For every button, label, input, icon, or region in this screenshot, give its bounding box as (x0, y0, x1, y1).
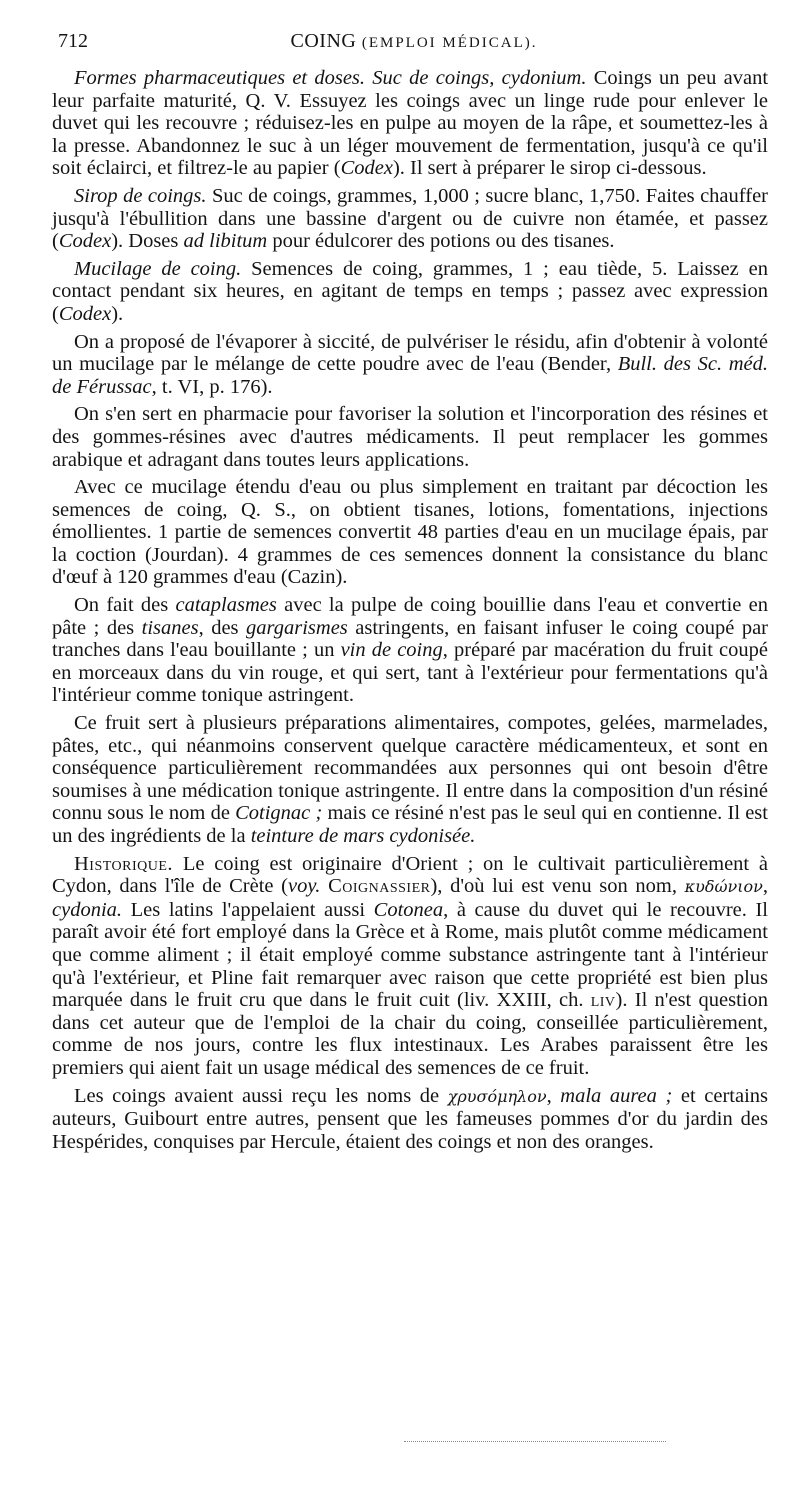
text-run: Les coings avaient aussi reçu les noms de (74, 1084, 448, 1107)
text-run: avec la pulpe de coing bouillie dans l'eau et convertie en pâte ; des (52, 594, 769, 639)
text-run: ). Il sert à préparer le sirop ci-dessous. (392, 157, 707, 180)
text-run (320, 875, 328, 897)
text-run: Avec ce mucilage étendu d'eau ou plus simplement en traitant par décoction les semences de coing, Q. S., on obtient tisanes, lotions, fomentations, injections émollientes. 1 partie de semences convertit 48 parties d'eau en un mucilage épais, par la coction (Jourdan). 4 grammes de ces semences donnent la consistance du blanc d'œuf à 120 grammes d'eau (Cazin). (52, 476, 768, 589)
text-run: Semences de coing, grammes, 1 ; eau tiède, 5. Laissez en contact pendant six heures, en agitant de temps en temps ; passez avec expression ( (52, 257, 768, 325)
text-run: Ce fruit sert à plusieurs préparations alimentaires, compotes, gelées, marmelades, pâtes, etc., qui néanmoins conservent quelque caractère médicamenteux, et sont en conséquence particulièrement recommandées aux personnes qui ont besoin d'être soumises à une médication tonique astringente. Il entre dans la composition d'un résiné connu sous le nom de (52, 712, 768, 825)
text-run: , (762, 875, 768, 898)
italic-text: Formes pharmaceutiques et doses. (74, 67, 366, 89)
small-caps-text: Coignassier (328, 875, 431, 898)
text-run: Coings un peu avant leur parfaite maturité, Q. V. Essuyez les coings avec un linge rude pour enlever le duvet qui les recouvre ; réduisez-les en pulpe au moyen de la râpe, et soumettez-les à la presse. Abandonnez le suc à un léger mouvement de fermentation, jusqu'à ce qu'il soit éclairci, et filtrez-le au papier ( (52, 67, 769, 180)
paragraph (52, 258, 768, 326)
footer-dotted-rule (404, 1441, 666, 1442)
italic-text: tisanes (141, 616, 199, 639)
greek-text: χρυσόμηλον (447, 1086, 547, 1106)
italic-text: Cotignac ; (235, 802, 323, 825)
italic-text: mala aurea ; (560, 1084, 673, 1107)
paragraph (52, 594, 768, 707)
text-run: , des (198, 616, 247, 639)
body-text (52, 67, 768, 1158)
text-run: ), d'où lui est venu son nom, (430, 875, 685, 898)
text-run: On fait des (74, 594, 176, 617)
text-run: ). Il n'est question dans cet auteur que de l'emploi de la chair du coing, conseillée particulièrement, comme de nos jours, contre les flux intestinaux. Les Arabes paraissent être les premiers qui aient fait un usage médical des semences de ce fruit. (52, 989, 768, 1079)
italic-text: Cotonea (373, 898, 444, 921)
paragraph (52, 331, 768, 399)
text-run: Le coing est originaire d'Orient ; on le cultivait particulièrement à Cydon, dans l'île de Crète ( (52, 852, 768, 898)
small-caps-text: Historique. (74, 852, 174, 875)
running-header (58, 30, 770, 60)
text-run: , (546, 1084, 561, 1107)
italic-text: vin de coing (340, 639, 443, 662)
paragraph (52, 403, 768, 471)
italic-text: gargarismes (246, 616, 348, 639)
italic-text: Codex (340, 157, 393, 180)
paragraph (52, 712, 768, 848)
italic-text: Sirop de coings. (74, 184, 207, 207)
text-run: et certains auteurs, Guibourt entre autres, pensent que les fameuses pommes d'or du jardin des Hespérides, conquises par Hercule, étaient des coings et non des oranges. (52, 1084, 768, 1153)
text-run: , préparé par macération du fruit coupé en morceaux dans du vin rouge, et qui sert, tant à l'extérieur pour fermentations qu'à l'intérieur comme tonique astringent. (52, 639, 768, 707)
italic-text: cataplasmes (175, 594, 277, 617)
text-run: mais ce résiné n'est pas le seul qui en contienne. Il est un des ingrédients de la (52, 802, 768, 847)
text-run: ). (111, 302, 124, 325)
italic-text: Bull. des Sc. méd. de Férussac (52, 353, 768, 398)
greek-text: κυδώνιον (684, 877, 763, 897)
text-run: , t. VI, p. 176). (151, 375, 273, 398)
small-caps-text: liv (590, 989, 616, 1012)
text-run: astringents, en faisant infuser le coing coupé par tranches dans l'eau bouillante ; un (52, 616, 769, 662)
paragraph (52, 67, 768, 180)
paragraph (52, 185, 768, 253)
running-title (58, 30, 770, 53)
text-run: ). Doses (111, 230, 184, 253)
text-run: , à cause du duvet qui le recouvre. Il paraît avoir été fort employé dans la Grèce et à Rome, mais plutôt comme médicament que comme aliment ; il était employé comme substance astringente tant à l'intérieur qu'à l'extérieur, et Pline fait remarquer avec raison que cette propriété est bien plus marquée dans le fruit cru que dans le fruit cuit (liv. XXIII, ch. (52, 898, 768, 1012)
text-run: On s'en sert en pharmacie pour favoriser la solution et l'incorporation des résines et des gommes-résines avec d'autres médicaments. Il peut remplacer les gommes arabique et adragant dans toutes leurs applications. (52, 403, 768, 471)
running-title-subtitle: (EMPLOI MÉDICAL). (361, 35, 538, 51)
paragraph (52, 1085, 768, 1154)
italic-text: cydonia. (52, 898, 123, 921)
italic-text: Codex (58, 302, 112, 325)
italic-text: Mucilage de coing. (74, 257, 242, 280)
paragraph (52, 853, 768, 1080)
italic-text: ad libitum (183, 230, 268, 253)
paragraph (52, 476, 768, 589)
italic-text: Suc de coings, cydonium. (372, 67, 587, 89)
italic-text: voy. (287, 875, 321, 898)
text-run: Suc de coings, grammes, 1,000 ; sucre blanc, 1,750. Faites chauffer jusqu'à l'ébullition dans une bassine d'argent ou de cuivre non étamée, et passez ( (52, 184, 768, 253)
text-run: Les latins l'appelaient aussi (122, 898, 374, 921)
page-number: 712 (58, 30, 88, 52)
text-run: pour édulcorer des potions ou des tisanes. (267, 230, 615, 253)
italic-text: teinture de mars cydonisée. (250, 825, 476, 847)
text-run: On a proposé de l'évaporer à siccité, de pulvériser le résidu, afin d'obtenir à volonté un mucilage par le mélange de cette poudre avec de l'eau (Bender, (52, 330, 768, 376)
running-title-main: COING (290, 30, 357, 52)
italic-text: Codex (58, 230, 112, 253)
